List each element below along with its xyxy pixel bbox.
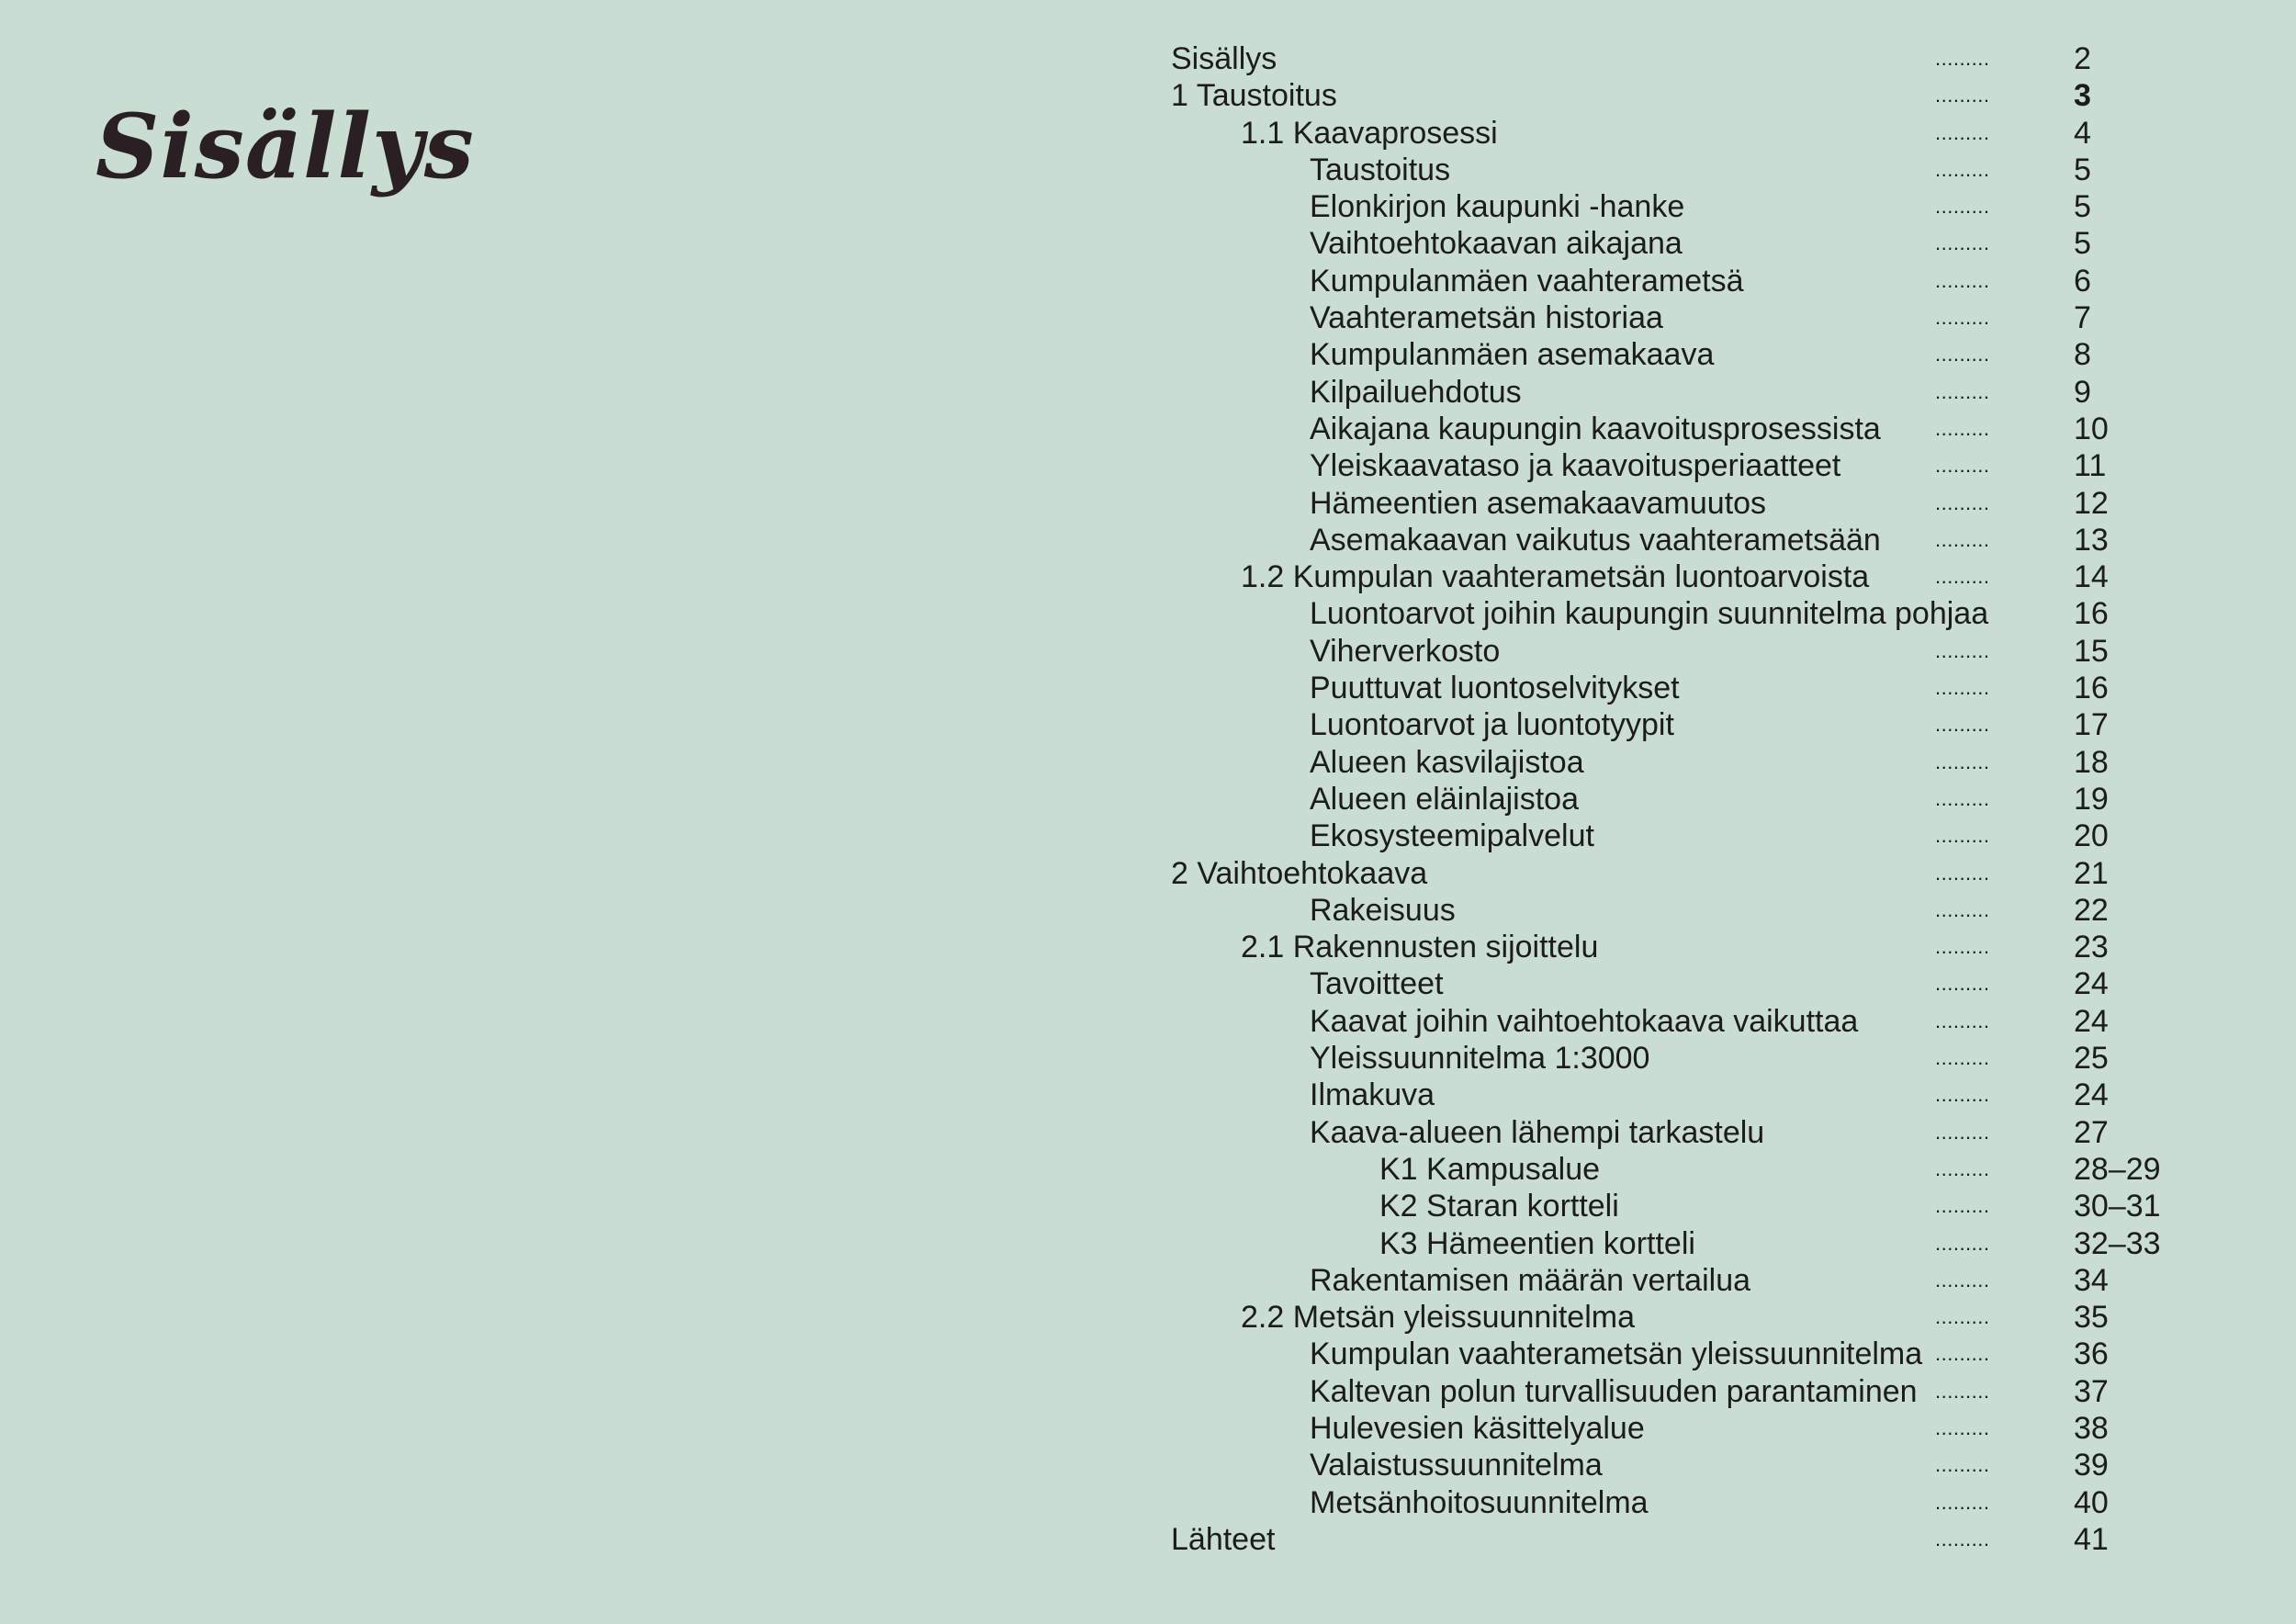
toc-leader-dots: ......... [1935,47,1990,70]
toc-leader-dots: ......... [1935,1268,1990,1291]
toc-entry[interactable] [1171,818,2227,854]
toc-leader-dots: ......... [1935,638,1990,662]
toc-leader-dots: ......... [1935,824,1990,848]
toc-page-number: 5 [2074,226,2091,262]
toc-page-number: 19 [2074,781,2109,817]
toc-page-number: 30–31 [2074,1189,2161,1224]
toc-leader-dots: ......... [1935,897,1990,921]
toc-entry[interactable] [1171,225,2227,262]
toc-entry[interactable] [1171,892,2227,929]
toc-entry-title: 2.1 Rakennusten sijoittelu [1241,930,1599,965]
toc-leader-dots: ......... [1935,713,1990,737]
toc-page-number: 4 [2074,115,2091,151]
toc-entry[interactable] [1171,1521,2227,1558]
toc-entry[interactable] [1171,188,2227,225]
toc-page-number: 39 [2074,1448,2109,1483]
toc-page-number: 14 [2074,559,2109,595]
toc-leader-dots: ......... [1935,786,1990,810]
toc-entry[interactable] [1171,670,2227,706]
toc-leader-dots: ......... [1935,1490,1990,1514]
toc-page-number: 41 [2074,1521,2109,1557]
toc-page-number: 15 [2074,633,2109,669]
toc-entry-title: Elonkirjon kaupunki -hanke [1310,189,1685,225]
toc-entry-title: Vaahterametsän historiaa [1310,300,1663,336]
toc-page-number: 18 [2074,744,2109,780]
toc-page-number: 9 [2074,374,2091,410]
toc-entry[interactable] [1171,485,2227,522]
toc-entry[interactable] [1171,447,2227,484]
toc-entry-title: K2 Staran kortteli [1379,1189,1619,1224]
toc-entry-title: 1.1 Kaavaprosessi [1241,115,1498,151]
toc-entry[interactable] [1171,40,2227,77]
toc-page-number: 34 [2074,1262,2109,1298]
toc-entry[interactable] [1171,1373,2227,1410]
toc-page-number: 36 [2074,1336,2109,1372]
toc-entry[interactable] [1171,1114,2227,1151]
toc-entry-title: Tavoitteet [1310,966,1444,1002]
toc-entry[interactable] [1171,1299,2227,1336]
toc-entry-title: Ilmakuva [1310,1077,1435,1113]
toc-page-number: 27 [2074,1114,2109,1150]
toc-entry-title: Hulevesien käsittelyalue [1310,1410,1645,1446]
toc-leader-dots: ......... [1935,120,1990,144]
toc-page-number: 3 [2074,78,2091,114]
toc-entry[interactable] [1171,115,2227,152]
toc-entry[interactable] [1171,1003,2227,1040]
toc-page-number: 28–29 [2074,1151,2161,1187]
toc-entry[interactable] [1171,744,2227,781]
toc-page-number: 6 [2074,263,2091,299]
toc-page-number: 40 [2074,1484,2109,1520]
toc-page-number: 32–33 [2074,1225,2161,1261]
toc-leader-dots: ......... [1935,491,1990,514]
toc-entry-title: Kilpailuehdotus [1310,374,1522,410]
toc-page-number: 24 [2074,1003,2109,1039]
toc-entry-title: Puuttuvat luontoselvitykset [1310,671,1680,706]
toc-entry-title: 1.2 Kumpulan vaahterametsän luontoarvoista [1241,559,1870,595]
toc-entry-title: Kumpulan vaahterametsän yleissuunnitelma [1310,1336,1923,1372]
toc-entry-title: Alueen kasvilajistoa [1310,744,1584,780]
toc-page-number: 24 [2074,1077,2109,1113]
toc-page-number: 16 [2074,671,2109,706]
toc-entry[interactable] [1171,1447,2227,1483]
toc-leader-dots: ......... [1935,1305,1990,1329]
toc-entry-title: Alueen eläinlajistoa [1310,781,1579,817]
toc-entry[interactable] [1171,336,2227,373]
toc-page-number: 2 [2074,41,2091,76]
toc-page-number: 23 [2074,930,2109,965]
toc-leader-dots: ......... [1935,1453,1990,1477]
toc-entry[interactable] [1171,1484,2227,1521]
toc-entry-title: Viherverkosto [1310,633,1501,669]
toc-page-number: 5 [2074,152,2091,187]
toc-entry[interactable] [1171,706,2227,743]
toc-entry[interactable] [1171,299,2227,336]
toc-page-number: 7 [2074,300,2091,336]
toc-entry[interactable] [1171,77,2227,114]
toc-entry[interactable] [1171,522,2227,558]
toc-entry[interactable] [1171,781,2227,818]
toc-leader-dots: ......... [1935,972,1990,996]
toc-page-number: 11 [2074,448,2107,484]
toc-entry[interactable] [1171,1188,2227,1224]
table-of-contents [1171,40,2227,1558]
toc-page-number: 13 [2074,522,2109,558]
toc-entry[interactable] [1171,1336,2227,1372]
toc-entry[interactable] [1171,1225,2227,1262]
toc-page-number: 35 [2074,1300,2109,1336]
toc-leader-dots: ......... [1935,416,1990,440]
toc-leader-dots: ......... [1935,268,1990,292]
toc-page-number: 25 [2074,1041,2109,1077]
toc-leader-dots: ......... [1935,935,1990,959]
toc-leader-dots: ......... [1935,343,1990,367]
toc-entry-title: K3 Hämeentien kortteli [1379,1225,1695,1261]
toc-leader-dots: ......... [1935,1342,1990,1366]
toc-page-number: 21 [2074,855,2109,891]
toc-page-number: 10 [2074,411,2109,446]
toc-entry-title: Luontoarvot joihin kaupungin suunnitelma pohjaa [1310,596,1989,632]
toc-entry-title: 2 Vaihtoehtokaava [1171,855,1428,891]
toc-leader-dots: ......... [1935,1415,1990,1439]
toc-entry-title: Hämeentien asemakaavamuutos [1310,485,1767,521]
toc-leader-dots: ......... [1935,231,1990,255]
toc-entry-title: Yleiskaavataso ja kaavoitusperiaatteet [1310,448,1841,484]
toc-page-number: 20 [2074,818,2109,854]
toc-entry-title: Aikajana kaupungin kaavoitusprosessista [1310,411,1881,446]
toc-leader-dots: ......... [1935,1046,1990,1070]
toc-leader-dots: ......... [1935,1083,1990,1107]
toc-page-number: 5 [2074,189,2091,225]
toc-page-number: 16 [2074,596,2109,632]
toc-entry-title: Lähteet [1171,1521,1276,1557]
toc-entry[interactable] [1171,855,2227,892]
toc-leader-dots: ......... [1935,1379,1990,1403]
toc-leader-dots: ......... [1935,861,1990,885]
toc-leader-dots: ......... [1935,195,1990,219]
toc-entry[interactable] [1171,411,2227,447]
toc-entry[interactable] [1171,595,2227,632]
toc-leader-dots: ......... [1935,1120,1990,1144]
toc-entry-title: 1 Taustoitus [1171,78,1337,114]
toc-entry[interactable] [1171,1410,2227,1447]
toc-entry-title: Yleissuunnitelma 1:3000 [1310,1041,1650,1077]
toc-leader-dots: ......... [1935,1527,1990,1551]
toc-leader-dots: ......... [1935,1194,1990,1218]
toc-leader-dots: ......... [1935,676,1990,700]
toc-entry-title: Kumpulanmäen asemakaava [1310,337,1715,373]
toc-entry-title: Kumpulanmäen vaahterametsä [1310,263,1744,299]
toc-leader-dots: ......... [1935,306,1990,330]
toc-entry[interactable] [1171,1077,2227,1113]
toc-entry-title: Metsänhoitosuunnitelma [1310,1484,1649,1520]
toc-page-number: 22 [2074,892,2109,928]
toc-entry-title: Vaihtoehtokaavan aikajana [1310,226,1683,262]
toc-leader-dots: ......... [1935,750,1990,773]
toc-entry[interactable] [1171,1151,2227,1188]
toc-leader-dots: ......... [1935,379,1990,403]
toc-page-number: 17 [2074,707,2109,743]
toc-entry[interactable] [1171,929,2227,965]
toc-entry-title: Asemakaavan vaikutus vaahterametsään [1310,522,1881,558]
toc-entry-title: Kaava-alueen lähempi tarkastelu [1310,1114,1765,1150]
toc-page-number: 37 [2074,1373,2109,1409]
toc-page-number: 12 [2074,485,2109,521]
toc-entry[interactable] [1171,558,2227,595]
toc-page-number: 38 [2074,1410,2109,1446]
toc-entry[interactable] [1171,965,2227,1002]
toc-entry-title: Rakeisuus [1310,892,1456,928]
toc-entry-title: Valaistussuunnitelma [1310,1448,1603,1483]
toc-leader-dots: ......... [1935,1231,1990,1255]
toc-entry-title: Ekosysteemipalvelut [1310,818,1594,854]
toc-entry-title: Rakentamisen määrän vertailua [1310,1262,1751,1298]
toc-entry[interactable] [1171,1040,2227,1077]
toc-entry[interactable] [1171,1262,2227,1299]
toc-entry-title: Sisällys [1171,41,1277,76]
toc-leader-dots: ......... [1935,1156,1990,1180]
toc-entry-title: Kaavat joihin vaihtoehtokaava vaikuttaa [1310,1003,1859,1039]
page-title: Sisällys [96,95,475,198]
toc-entry-title: 2.2 Metsän yleissuunnitelma [1241,1300,1636,1336]
toc-entry-title: Kaltevan polun turvallisuuden parantaminen [1310,1373,1918,1409]
toc-leader-dots: ......... [1935,565,1990,589]
toc-page-number: 24 [2074,966,2109,1002]
toc-leader-dots: ......... [1935,454,1990,478]
toc-leader-dots: ......... [1935,84,1990,107]
toc-leader-dots: ......... [1935,1009,1990,1032]
toc-entry[interactable] [1171,374,2227,411]
toc-entry-title: Taustoitus [1310,152,1451,187]
toc-leader-dots: ......... [1935,157,1990,181]
toc-entry[interactable] [1171,263,2227,299]
toc-entry[interactable] [1171,633,2227,670]
toc-entry-title: K1 Kampusalue [1379,1151,1601,1187]
toc-entry[interactable] [1171,152,2227,188]
toc-entry-title: Luontoarvot ja luontotyypit [1310,707,1674,743]
toc-page-number: 8 [2074,337,2091,373]
toc-leader-dots: ......... [1935,527,1990,551]
